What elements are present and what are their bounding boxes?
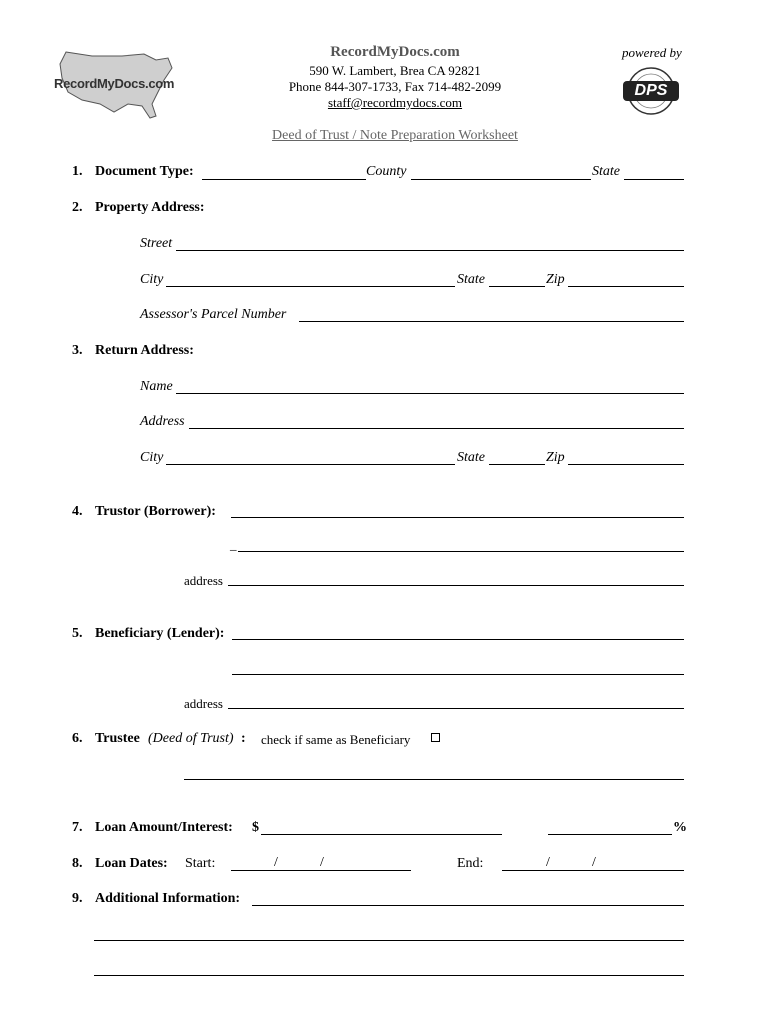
loan-amount-label: Loan Amount/Interest: [95, 820, 233, 835]
beneficiary-label: Beneficiary (Lender): [95, 626, 225, 641]
loan-amount-field[interactable] [261, 834, 502, 835]
property-address-label: Property Address: [95, 200, 205, 215]
zip-label-2: Zip [546, 272, 565, 287]
end-slash-2: / [592, 855, 596, 870]
end-label: End: [457, 856, 484, 871]
name-field[interactable] [176, 393, 684, 394]
loan-dates-label: Loan Dates: [95, 856, 168, 871]
dollar-sign: $ [252, 820, 259, 835]
trustor-mark: _ [230, 537, 237, 552]
company-phone-fax: Phone 844-307-1733, Fax 714-482-2099 [288, 79, 502, 94]
county-field[interactable] [411, 179, 591, 180]
company-address: 590 W. Lambert, Brea CA 92821 [309, 63, 481, 78]
name-label: Name [140, 379, 173, 394]
additional-info-label: Additional Information: [95, 891, 241, 906]
recordmydocs-logo [52, 46, 177, 124]
trustor-label: Trustor (Borrower): [95, 504, 216, 519]
beneficiary-address-field[interactable] [228, 708, 684, 709]
item-2-number: 2. [72, 200, 83, 215]
item-5-number: 5. [72, 626, 83, 641]
item-4-number: 4. [72, 504, 83, 519]
start-slash-2: / [320, 855, 324, 870]
company-email[interactable]: staff@recordmydocs.com [327, 95, 463, 110]
street-field[interactable] [176, 250, 684, 251]
trustor-field-2[interactable] [238, 551, 684, 552]
percent-sign: % [673, 820, 687, 835]
same-as-beneficiary-checkbox[interactable] [431, 733, 440, 742]
item-1-number: 1. [72, 164, 83, 179]
return-address-label: Return Address: [95, 343, 194, 358]
trustee-colon: : [241, 731, 246, 746]
address-field-3[interactable] [189, 428, 684, 429]
beneficiary-field-1[interactable] [232, 639, 684, 640]
street-label: Street [140, 236, 173, 251]
apn-label: Assessor's Parcel Number [140, 307, 287, 322]
start-label: Start: [185, 856, 216, 871]
logo-wordmark: RecordMyDocs.com [54, 76, 175, 91]
additional-info-field-1[interactable] [252, 905, 684, 906]
beneficiary-field-2[interactable] [232, 674, 684, 675]
state-field-2[interactable] [489, 286, 545, 287]
zip-field-3[interactable] [568, 464, 684, 465]
interest-rate-field[interactable] [548, 834, 672, 835]
end-slash-1: / [546, 855, 550, 870]
trustee-field[interactable] [184, 779, 684, 780]
start-slash-1: / [274, 855, 278, 870]
state-label-1: State [592, 164, 620, 179]
document-type-field[interactable] [202, 179, 366, 180]
state-field-1[interactable] [624, 179, 684, 180]
item-7-number: 7. [72, 820, 83, 835]
additional-info-field-2[interactable] [94, 940, 684, 941]
item-8-number: 8. [72, 856, 83, 871]
powered-by-label: powered by [622, 45, 682, 60]
city-label-3: City [140, 450, 164, 465]
zip-label-3: Zip [546, 450, 565, 465]
trustor-address-label: address [184, 573, 223, 588]
zip-field-2[interactable] [568, 286, 684, 287]
same-as-beneficiary-label: check if same as Beneficiary [261, 732, 411, 747]
dps-logo [620, 66, 682, 116]
item-6-number: 6. [72, 731, 83, 746]
item-9-number: 9. [72, 891, 83, 906]
trustor-address-field[interactable] [228, 585, 684, 586]
trustee-label: Trustee [95, 731, 140, 746]
form-title: Deed of Trust / Note Preparation Worksheet [272, 128, 518, 143]
state-field-3[interactable] [489, 464, 545, 465]
county-label: County [366, 164, 407, 179]
trustor-field-1[interactable] [231, 517, 684, 518]
trustee-italic-label: (Deed of Trust) [148, 731, 234, 746]
address-label-3: Address [140, 414, 185, 429]
state-label-3: State [457, 450, 485, 465]
item-3-number: 3. [72, 343, 83, 358]
state-label-2: State [457, 272, 485, 287]
company-name: RecordMyDocs.com [330, 44, 460, 60]
dps-wordmark: DPS [634, 82, 668, 99]
apn-field[interactable] [299, 321, 684, 322]
beneficiary-address-label: address [184, 696, 223, 711]
city-field-2[interactable] [166, 286, 455, 287]
additional-info-field-3[interactable] [94, 975, 684, 976]
city-label-2: City [140, 272, 164, 287]
document-type-label: Document Type: [95, 164, 194, 179]
city-field-3[interactable] [166, 464, 455, 465]
